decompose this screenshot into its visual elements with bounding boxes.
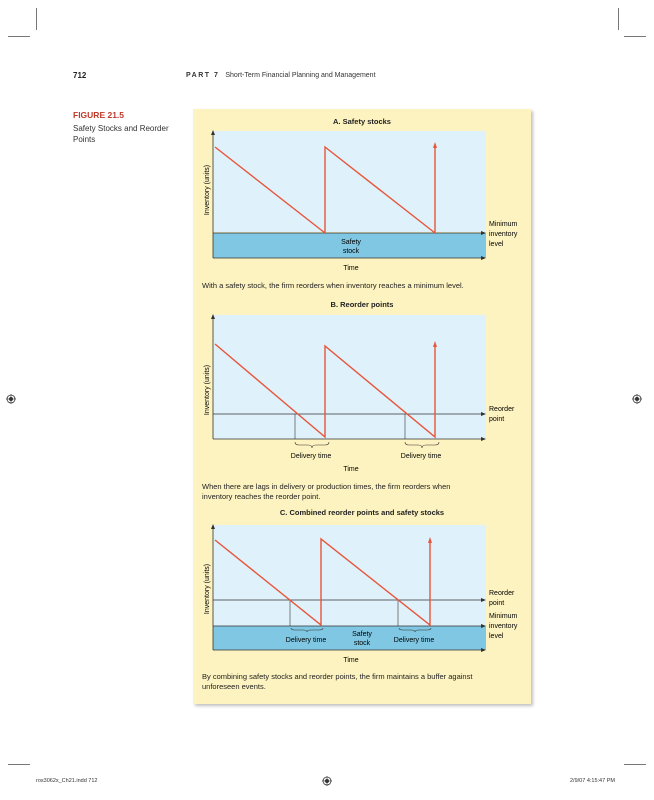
delivery-time-label: Delivery time [285,637,327,644]
figure-label: FIGURE 21.5 [73,110,125,120]
right-label: Minimum [489,221,518,228]
y-axis-label: Inventory (units) [204,364,211,416]
panel-c-description [202,672,522,691]
safety-stock-label: Safety [352,631,372,638]
trim-mark [624,36,646,37]
registration-mark-icon [322,776,332,786]
trim-mark [8,36,30,37]
safety-stock-label: stock [353,640,371,647]
x-axis-label: Time [343,657,359,664]
panel-c-chart [193,519,531,679]
figure-caption: Safety Stocks and Reorder Points [73,124,169,144]
panel-b-title: B. Reorder points [330,300,394,309]
y-axis-label: Inventory (units) [204,164,211,216]
registration-mark-icon [6,394,16,404]
page-number: 712 [73,71,87,80]
trim-mark [8,764,30,765]
description-line: By combining safety stocks and reorder points, the firm maintains a buffer against [202,672,473,681]
delivery-brace-icon [405,442,439,448]
trim-mark [36,8,37,30]
right-label: Reorder [489,406,515,413]
panel-a-description: With a safety stock, the firm reorders when inventory reaches a minimum level. [202,281,464,290]
safety-stock-label: stock [342,248,360,255]
description-line: unforeseen events. [202,681,266,691]
part-title: Short-Term Financial Planning and Management [225,72,376,79]
min-level-label: inventory [489,623,518,630]
figure-panel [193,109,531,704]
registration-mark-icon [632,394,642,404]
footer-file: ros3062x_Ch21.indd 712 [36,778,98,784]
description-line: inventory reaches the reorder point. [202,491,321,501]
x-axis-label: Time [343,265,359,272]
reorder-label: Reorder [489,590,515,597]
safety-stock-label: Safety [341,239,361,246]
delivery-time-label: Delivery time [393,637,435,644]
running-header [186,72,376,79]
panel-a-title: A. Safety stocks [333,117,391,126]
trim-mark [618,8,619,30]
safety-stock-band [213,626,486,650]
x-axis-label: Time [343,466,359,473]
panel-a-chart [193,109,531,309]
delivery-brace-icon [295,442,329,448]
part-label: PART 7 [186,72,220,79]
plot-area [213,525,486,626]
right-label: inventory [489,231,518,238]
plot-area [213,131,486,232]
delivery-time-label: Delivery time [400,453,442,460]
right-label: point [489,416,505,423]
right-label: level [489,241,504,248]
footer-timestamp: 2/9/07 4:15:47 PM [570,778,615,784]
reorder-label: point [489,600,505,607]
panel-b-chart [193,309,531,489]
trim-mark [624,764,646,765]
panel-b-description [202,482,522,501]
description-line: When there are lags in delivery or production times, the firm reorders when [202,482,451,491]
delivery-time-label: Delivery time [290,453,332,460]
panel-c-title: C. Combined reorder points and safety stocks [279,508,445,517]
min-level-label: Minimum [489,613,518,620]
y-axis-label: Inventory (units) [204,563,211,615]
min-level-label: level [489,633,504,640]
